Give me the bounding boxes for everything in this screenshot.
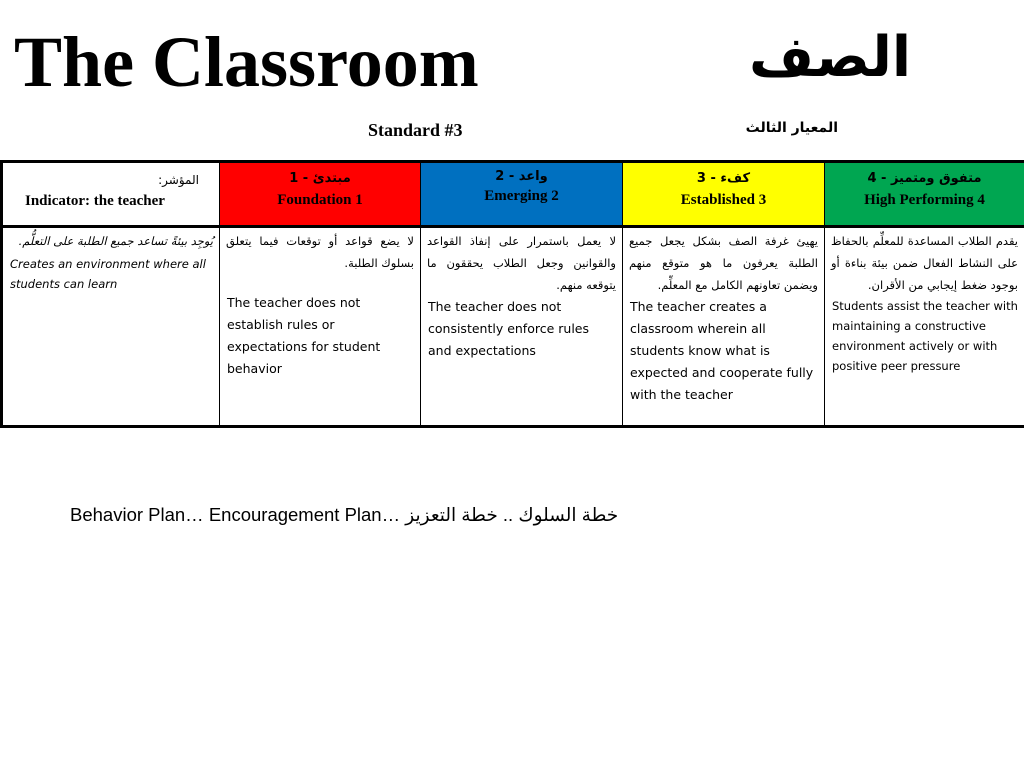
level-3-text-english: The teacher creates a classroom wherein all students know what is expected and cooperate fully with the teacher (630, 299, 814, 402)
level-3-cell (623, 227, 825, 427)
indicator-header-arabic: المؤشر: (158, 173, 199, 187)
level-1-arabic: مبتدئ - 1 (289, 171, 351, 186)
level-3-english: Established 3 (680, 192, 767, 208)
level-4-text-english: Students assist the teacher with maintaining a constructive environment actively or with positive peer pressure (832, 299, 1018, 373)
level-2-text-arabic: لا يعمل باستمرار على إنفاذ القواعد والقوانين وجعل الطلاب يحققون ما يتوقعه منهم. (427, 234, 616, 292)
level-4-arabic: متفوق ومتميز - 4 (867, 171, 982, 186)
level-3-arabic: كفء - 3 (696, 171, 751, 186)
page-title: The Classroom (14, 22, 479, 102)
indicator-text-english: Creates an environment where all students can learn (10, 257, 206, 291)
level-4-header (825, 162, 1024, 227)
level-3-text-arabic: يهيئ غرفة الصف بشكل يجعل جميع الطلبة يعرفون ما هو متوقع منهم ويضمن تعاونهم الكامل مع المعلِّم. (629, 234, 818, 292)
indicator-cell (2, 227, 220, 427)
level-2-header (421, 162, 623, 227)
rubric-header-row (2, 162, 1024, 227)
level-1-text-english: The teacher does not establish rules or expectations for student behavior (227, 295, 381, 376)
level-4-english: High Performing 4 (864, 192, 985, 208)
rubric-table (0, 160, 1024, 428)
indicator-header-cell (2, 162, 220, 227)
indicator-text-arabic: يُوجِد بيئةً تساعد جميع الطلبة على التعلُّم. (18, 234, 213, 248)
level-1-text-arabic: لا يضع قواعد أو توقعات فيما يتعلق بسلوك الطلبة. (226, 234, 414, 270)
level-2-english: Emerging 2 (484, 188, 559, 204)
level-1-english: Foundation 1 (277, 192, 363, 208)
indicator-header-english: Indicator: the teacher (25, 193, 165, 209)
footer-plan-text: Behavior Plan… Encouragement Plan… خطة السلوك .. خطة التعزيز (70, 504, 619, 525)
rubric-row (2, 227, 1024, 427)
level-4-cell (825, 227, 1024, 427)
standard-label-arabic: المعيار الثالث (745, 120, 838, 136)
level-2-arabic: واعد - 2 (495, 169, 548, 184)
level-2-cell (421, 227, 623, 427)
level-2-text-english: The teacher does not consistently enforce rules and expectations (428, 299, 589, 358)
level-3-header (623, 162, 825, 227)
level-1-cell (220, 227, 421, 427)
level-4-text-arabic: يقدم الطلاب المساعدة للمعلِّم بالحفاظ على النشاط الفعال ضمن بيئة بناءة أو بوجود ضغط إيجابي من الأقران. (831, 234, 1018, 292)
standard-label: Standard #3 (368, 120, 463, 140)
level-1-header (220, 162, 421, 227)
page-title-arabic: الصف (748, 25, 912, 90)
